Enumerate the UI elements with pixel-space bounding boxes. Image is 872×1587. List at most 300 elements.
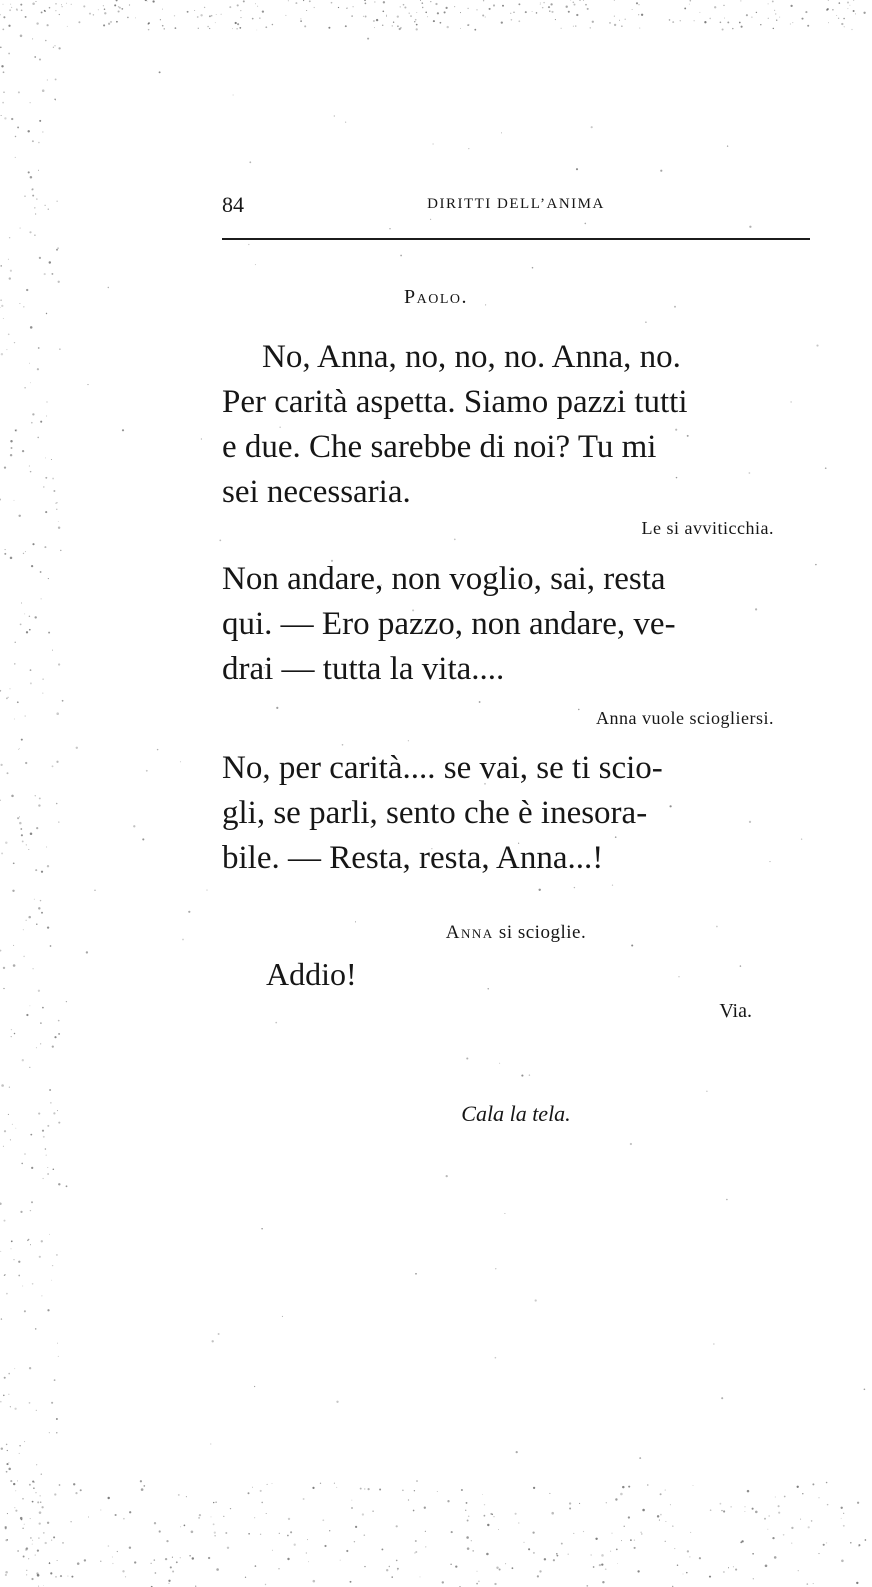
speckle (638, 14, 639, 15)
speckle (30, 1244, 31, 1245)
speckle (0, 14, 1, 16)
speckle (314, 7, 315, 8)
running-title: DIRITTI DELL’ANIMA (427, 196, 605, 212)
speckle (146, 770, 148, 772)
speckle (783, 1534, 785, 1536)
speckle (847, 1, 849, 3)
speech-line: bile. — Resta, resta, Anna...! (222, 840, 604, 876)
speckle (26, 631, 28, 633)
speckle (116, 21, 118, 23)
speckle (104, 9, 105, 10)
speckle (121, 8, 123, 10)
speckle (6, 698, 8, 700)
speckle (364, 1566, 365, 1567)
speckle (415, 1551, 417, 1553)
speckle (791, 1543, 792, 1544)
speckle (849, 5, 850, 6)
speckle (393, 22, 394, 23)
speckle (699, 1557, 701, 1559)
speckle (808, 1526, 810, 1528)
speckle (8, 25, 10, 27)
speckle (47, 79, 48, 80)
speckle (9, 9, 11, 11)
speckle (0, 1202, 2, 1205)
speckle (460, 28, 461, 29)
speckle (354, 1541, 355, 1542)
speckle (352, 6, 353, 7)
page-header (222, 192, 810, 224)
speckle (749, 226, 751, 228)
speckle (704, 21, 706, 23)
speckle (260, 1534, 261, 1535)
speckle (50, 1102, 51, 1103)
speckle (211, 15, 213, 17)
speckle (239, 27, 241, 29)
speckle (35, 1492, 36, 1493)
speckle (424, 1507, 426, 1509)
speckle (35, 1555, 36, 1556)
speckle (568, 1554, 569, 1555)
speckle (408, 740, 409, 741)
speckle (816, 345, 818, 347)
speckle (17, 10, 18, 11)
speckle (446, 1175, 448, 1177)
speckle (579, 1503, 580, 1504)
speckle (39, 1511, 42, 1514)
speckle (807, 1583, 809, 1585)
speckle (720, 21, 722, 23)
speckle (37, 1574, 40, 1577)
speckle (47, 1173, 49, 1175)
speckle (496, 1567, 498, 1569)
speckle (11, 1029, 12, 1030)
speckle (744, 1511, 745, 1512)
speckle (774, 1556, 777, 1559)
speckle (31, 1167, 33, 1169)
speckle (709, 1576, 711, 1578)
speckle (773, 28, 774, 29)
speckle (13, 945, 14, 946)
speckle (295, 2, 297, 4)
speckle (601, 1554, 604, 1557)
speckle (56, 249, 58, 251)
speckle (555, 19, 556, 20)
speckle (800, 1519, 801, 1520)
speckle (26, 1574, 27, 1575)
speckle (210, 1443, 211, 1444)
speckle (71, 4, 72, 5)
speckle (255, 1565, 257, 1567)
speckle (467, 8, 468, 9)
speckle (59, 14, 60, 15)
speckle (489, 8, 491, 10)
speckle (801, 18, 803, 20)
speckle (232, 28, 233, 29)
speckle (306, 10, 307, 11)
speckle (660, 1493, 662, 1495)
speckle (721, 1510, 722, 1511)
speckle (168, 1583, 169, 1584)
speckle (148, 22, 150, 24)
speckle (493, 4, 495, 6)
speckle (13, 1259, 14, 1260)
speckle (24, 1310, 26, 1312)
speckle (67, 1576, 68, 1577)
speckle (11, 447, 13, 449)
speckle (657, 1515, 659, 1517)
speckle (690, 1532, 691, 1533)
speckle (83, 5, 85, 7)
speckle (415, 1540, 417, 1542)
speckle (176, 1561, 178, 1563)
speckle (574, 887, 575, 888)
speckle (30, 326, 33, 329)
speckle (573, 1533, 574, 1534)
speckle (363, 16, 364, 17)
speckle (155, 1572, 157, 1574)
speckle (631, 944, 633, 946)
speckle (346, 1550, 348, 1552)
speckle (454, 6, 455, 7)
speckle (3, 92, 4, 93)
speckle (504, 1213, 505, 1214)
speckle (1, 1447, 3, 1449)
speckle (543, 2, 544, 3)
speckle (732, 28, 733, 29)
speckle (355, 1526, 357, 1528)
speckle (495, 1268, 496, 1269)
speckle (334, 1483, 335, 1484)
speckle (39, 120, 41, 122)
speckle (7, 1513, 8, 1514)
speckle (818, 1497, 819, 1498)
speckle (467, 1547, 470, 1550)
speckle (3, 71, 5, 73)
speckle (58, 821, 59, 822)
curtain-direction: Cala la tela. (461, 1101, 571, 1126)
speckle (345, 122, 346, 123)
speckle (71, 1576, 73, 1578)
speckle (15, 136, 16, 137)
speckle (419, 1576, 420, 1577)
speech-line: sei necessaria. (222, 474, 411, 510)
speckle (178, 1494, 180, 1496)
speckle (41, 11, 43, 13)
speckle (10, 1480, 12, 1482)
speckle (29, 466, 30, 467)
speckle (103, 24, 105, 26)
speckle (485, 17, 486, 18)
speckle (727, 145, 728, 146)
speckle (828, 0, 829, 1)
speckle (25, 16, 27, 18)
speckle (12, 1124, 13, 1125)
speaker-name: Paolo. (403, 286, 468, 308)
stage-action: si scioglie. (498, 922, 587, 943)
speckle (159, 1530, 161, 1532)
speckle (5, 1527, 7, 1529)
speckle (192, 1557, 194, 1559)
speckle (432, 143, 433, 144)
speckle (784, 1496, 786, 1498)
speckle (9, 1087, 10, 1088)
speckle (29, 231, 31, 233)
speckle (778, 1512, 780, 1514)
speckle (160, 19, 161, 20)
speckle (32, 140, 34, 142)
speckle (23, 1556, 25, 1558)
speckle (512, 1567, 514, 1569)
speckle (11, 1248, 12, 1249)
speckle (752, 1553, 754, 1555)
speckle (252, 1487, 253, 1488)
speckle (33, 1487, 35, 1489)
speckle (461, 1489, 463, 1491)
speckle (8, 53, 10, 55)
speckle (6, 1293, 8, 1295)
speckle (540, 3, 541, 4)
speckle (237, 23, 239, 25)
speckle (24, 196, 25, 197)
speckle (25, 551, 26, 552)
speckle (45, 457, 46, 458)
speckle (498, 1529, 499, 1530)
speckle (728, 1567, 729, 1568)
speckle (35, 1328, 37, 1330)
speckle (741, 1540, 743, 1542)
speckle (628, 1486, 630, 1488)
speckle (49, 1234, 50, 1235)
speckle (157, 749, 158, 750)
speckle (414, 21, 415, 22)
speckle (8, 259, 9, 260)
speckle (772, 0, 774, 2)
speckle (487, 1524, 489, 1526)
speckle (287, 1558, 289, 1560)
speckle (812, 1483, 814, 1485)
speckle (557, 1555, 559, 1557)
speckle (686, 1572, 688, 1574)
speckle (215, 1502, 216, 1503)
speckle (346, 7, 348, 9)
speckle (468, 1516, 470, 1518)
speckle (36, 1047, 37, 1048)
speckle (15, 642, 16, 643)
speckle (0, 690, 1, 692)
speckle (735, 1569, 737, 1571)
speckle (827, 1504, 829, 1506)
speckle (29, 1067, 30, 1068)
speckle (775, 13, 776, 14)
speckle (147, 1, 148, 2)
speckle (12, 890, 14, 892)
speckle (17, 701, 19, 703)
speckle (7, 1450, 8, 1451)
speckle (710, 1509, 712, 1511)
speckle (17, 126, 19, 128)
speckle (625, 19, 626, 20)
speckle (308, 1561, 309, 1562)
speckle (100, 1509, 101, 1510)
speckle (689, 4, 690, 5)
speckle (14, 1368, 15, 1369)
speckle (476, 9, 477, 10)
speckle (0, 764, 2, 766)
speckle (29, 616, 30, 617)
speckle (38, 347, 40, 349)
speckle (13, 964, 16, 967)
speckle (468, 148, 469, 149)
speckle (624, 1526, 625, 1527)
speckle (389, 228, 390, 229)
speckle (36, 1464, 37, 1465)
speckle (764, 1518, 766, 1520)
speckle (843, 1525, 845, 1527)
speckle (52, 1265, 53, 1266)
speckle (34, 1482, 35, 1483)
speckle (46, 313, 47, 314)
speckle (350, 1581, 352, 1583)
speckle (172, 1557, 173, 1558)
speckle (336, 1487, 337, 1488)
speckle (41, 1295, 42, 1296)
speckle (501, 132, 502, 133)
speckle (561, 28, 562, 29)
speckle (383, 1, 385, 3)
speckle (368, 1488, 370, 1490)
speckle (36, 924, 37, 925)
speckle (118, 10, 120, 12)
speckle (48, 208, 49, 209)
speckle (288, 0, 289, 1)
speckle (259, 18, 260, 19)
speckle (40, 421, 42, 423)
speckle (37, 1501, 39, 1503)
speckle (0, 1251, 1, 1252)
speckle (851, 29, 852, 30)
speckle (591, 126, 593, 128)
speckle (56, 509, 57, 510)
speckle (53, 1168, 55, 1170)
speckle (365, 3, 367, 5)
speckle (638, 4, 639, 5)
speckle (248, 1492, 250, 1494)
speckle (47, 1167, 48, 1168)
speckle (774, 10, 775, 11)
speckle (23, 553, 24, 554)
speckle (513, 12, 514, 13)
speckle (256, 30, 257, 31)
speckle (53, 1536, 55, 1538)
speckle (537, 1575, 539, 1577)
speckle (482, 14, 484, 16)
speckle (518, 1522, 519, 1523)
speckle (57, 247, 59, 249)
speckle (1, 353, 3, 355)
speckle (329, 1530, 330, 1531)
speckle (180, 761, 181, 762)
speckle (49, 7, 51, 9)
speckle (727, 21, 729, 23)
speckle (611, 1533, 612, 1534)
speckle (249, 161, 251, 163)
speckle (836, 15, 837, 16)
speckle (35, 213, 36, 214)
speckle (32, 195, 34, 197)
speckle (853, 10, 855, 12)
speckle (50, 945, 52, 947)
speckle (587, 8, 589, 10)
speckle (414, 1552, 415, 1553)
speckle (38, 1113, 40, 1115)
speckle (32, 1501, 34, 1503)
speckle (488, 988, 489, 989)
speckle (619, 20, 620, 21)
speckle (122, 429, 124, 431)
speckle (175, 27, 177, 29)
speckle (30, 682, 32, 684)
speckle (2, 29, 4, 31)
speckle (122, 1570, 124, 1572)
speckle (104, 12, 106, 14)
speckle (0, 265, 2, 267)
speckle (47, 1522, 49, 1524)
speckle (46, 401, 47, 402)
speckle (9, 688, 10, 689)
speckle (841, 1518, 842, 1519)
speckle (39, 58, 41, 60)
speckle (20, 1211, 22, 1213)
speckle (236, 28, 238, 30)
speckle (142, 838, 144, 840)
speckle (200, 14, 202, 16)
speckle (328, 27, 330, 29)
speckle (24, 387, 26, 389)
speech-line: Per carità aspetta. Siamo pazzi tutti (222, 384, 688, 420)
speckle (576, 168, 578, 170)
speckle (601, 1563, 603, 1565)
speckle (52, 1046, 54, 1048)
speckle (17, 817, 19, 819)
speckle (591, 1555, 592, 1556)
speckle (478, 1581, 480, 1583)
speckle (630, 1143, 632, 1145)
speckle (18, 749, 19, 750)
speckle (4, 1377, 6, 1379)
speckle (94, 890, 95, 891)
speckle (610, 1551, 611, 1552)
speckle (58, 1122, 60, 1124)
speckle (532, 11, 533, 12)
speckle (49, 261, 51, 263)
speckle (18, 91, 20, 93)
speckle (54, 1036, 56, 1038)
speckle (221, 14, 222, 15)
speckle (42, 1007, 44, 1009)
speckle (8, 1462, 9, 1463)
speckle (8, 1394, 9, 1395)
speckle (19, 822, 22, 825)
speckle (518, 3, 520, 5)
speckle (802, 1493, 803, 1494)
speckle (48, 632, 50, 634)
speckle (665, 1490, 666, 1491)
speckle (415, 19, 417, 21)
speckle (58, 1033, 60, 1035)
speckle (815, 564, 816, 565)
speckle (272, 1550, 273, 1551)
speckle (41, 912, 43, 914)
